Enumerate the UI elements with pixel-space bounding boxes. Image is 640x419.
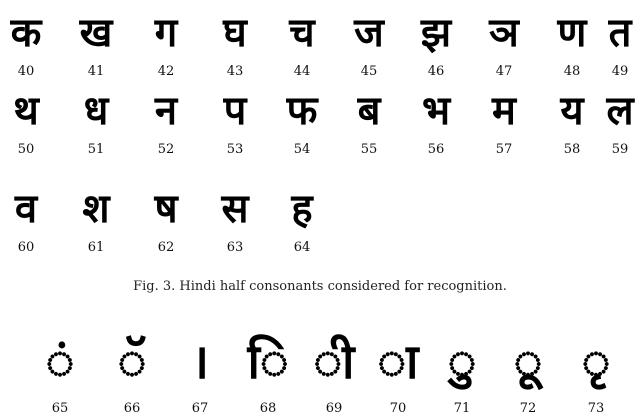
- char-number: 46: [427, 64, 445, 79]
- char-glyph: ण: [557, 10, 587, 56]
- char-number: 40: [17, 64, 35, 79]
- char-cell-52: [134, 86, 198, 158]
- vowel-glyph: ।: [190, 334, 210, 390]
- char-number: 52: [157, 142, 175, 157]
- char-number: 55: [360, 142, 378, 157]
- vowel-number: 66: [123, 401, 141, 416]
- vowel-glyph: ा: [377, 334, 419, 390]
- char-number: 58: [563, 142, 581, 157]
- char-cell-54: [270, 86, 334, 158]
- char-number: 53: [226, 142, 244, 157]
- char-glyph: ष: [154, 186, 178, 232]
- char-glyph: य: [560, 88, 584, 134]
- char-cell-63: [203, 184, 267, 256]
- vowel-cell-68: [240, 327, 296, 417]
- char-glyph: प: [223, 88, 247, 134]
- char-glyph: श: [82, 186, 110, 232]
- vowel-glyph: ृ: [581, 334, 611, 390]
- char-number: 56: [427, 142, 445, 157]
- char-number: 51: [87, 142, 105, 157]
- char-glyph: ह: [291, 186, 313, 232]
- char-number: 44: [293, 64, 311, 79]
- vowel-glyph: ी: [313, 334, 355, 390]
- char-cell-62: [134, 184, 198, 256]
- char-cell-43: [203, 8, 267, 80]
- char-cell-51: [64, 86, 128, 158]
- char-cell-46: [404, 8, 468, 80]
- vowel-number: 73: [587, 401, 605, 416]
- vowel-cell-71: [434, 327, 490, 417]
- char-glyph: न: [154, 88, 178, 134]
- vowel-cell-72: [500, 327, 556, 417]
- char-number: 50: [17, 142, 35, 157]
- char-glyph: भ: [421, 88, 451, 134]
- vowel-number: 71: [453, 401, 471, 416]
- char-cell-64: [270, 184, 334, 256]
- char-cell-59: [588, 86, 640, 158]
- char-cell-56: [404, 86, 468, 158]
- char-cell-41: [64, 8, 128, 80]
- vowel-glyph: ि: [247, 334, 289, 390]
- char-number: 59: [611, 142, 629, 157]
- vowel-cell-65: [32, 327, 88, 417]
- char-glyph: ध: [83, 88, 109, 134]
- char-cell-42: [134, 8, 198, 80]
- vowel-glyph: ु: [447, 334, 477, 390]
- char-number: 48: [563, 64, 581, 79]
- char-number: 60: [17, 240, 35, 255]
- vowel-glyph: ॅ: [117, 334, 147, 390]
- char-number: 43: [226, 64, 244, 79]
- char-number: 64: [293, 240, 311, 255]
- char-glyph: ग: [154, 10, 178, 56]
- vowel-cell-73: [568, 327, 624, 417]
- char-glyph: ल: [606, 88, 634, 134]
- vowel-number: 69: [325, 401, 343, 416]
- char-glyph: ब: [357, 88, 381, 134]
- char-number: 47: [495, 64, 513, 79]
- char-glyph: व: [14, 186, 38, 232]
- vowel-cell-70: [370, 327, 426, 417]
- char-glyph: झ: [420, 10, 452, 56]
- char-number: 49: [611, 64, 629, 79]
- char-glyph: थ: [13, 88, 39, 134]
- char-cell-47: [472, 8, 536, 80]
- char-glyph: त: [608, 10, 632, 56]
- char-cell-57: [472, 86, 536, 158]
- char-cell-55: [337, 86, 401, 158]
- char-cell-45: [337, 8, 401, 80]
- char-cell-40: [0, 8, 58, 80]
- vowel-number: 70: [389, 401, 407, 416]
- char-number: 63: [226, 240, 244, 255]
- vowel-glyph: ू: [513, 334, 543, 390]
- vowel-number: 65: [51, 401, 69, 416]
- vowel-cell-66: [104, 327, 160, 417]
- char-glyph: ख: [79, 10, 113, 56]
- char-glyph: स: [221, 186, 249, 232]
- char-number: 54: [293, 142, 311, 157]
- char-glyph: म: [492, 88, 516, 134]
- vowel-number: 68: [259, 401, 277, 416]
- char-cell-49: [588, 8, 640, 80]
- char-number: 42: [157, 64, 175, 79]
- vowel-glyph: ं: [45, 334, 75, 390]
- vowel-number: 67: [191, 401, 209, 416]
- vowel-cell-67: [172, 327, 228, 417]
- char-glyph: घ: [223, 10, 247, 56]
- char-cell-60: [0, 184, 58, 256]
- char-glyph: ज: [354, 10, 384, 56]
- vowel-cell-69: [306, 327, 362, 417]
- char-number: 45: [360, 64, 378, 79]
- char-cell-50: [0, 86, 58, 158]
- vowel-number: 72: [519, 401, 537, 416]
- char-cell-61: [64, 184, 128, 256]
- char-number: 62: [157, 240, 175, 255]
- char-glyph: ञ: [489, 10, 519, 56]
- figure-caption: Fig. 3. Hindi half consonants considered for recognition.: [133, 279, 507, 294]
- char-glyph: फ: [286, 88, 318, 134]
- char-glyph: च: [289, 10, 315, 56]
- char-number: 61: [87, 240, 105, 255]
- char-cell-53: [203, 86, 267, 158]
- char-number: 41: [87, 64, 105, 79]
- char-glyph: क: [10, 10, 42, 56]
- char-number: 57: [495, 142, 513, 157]
- char-cell-44: [270, 8, 334, 80]
